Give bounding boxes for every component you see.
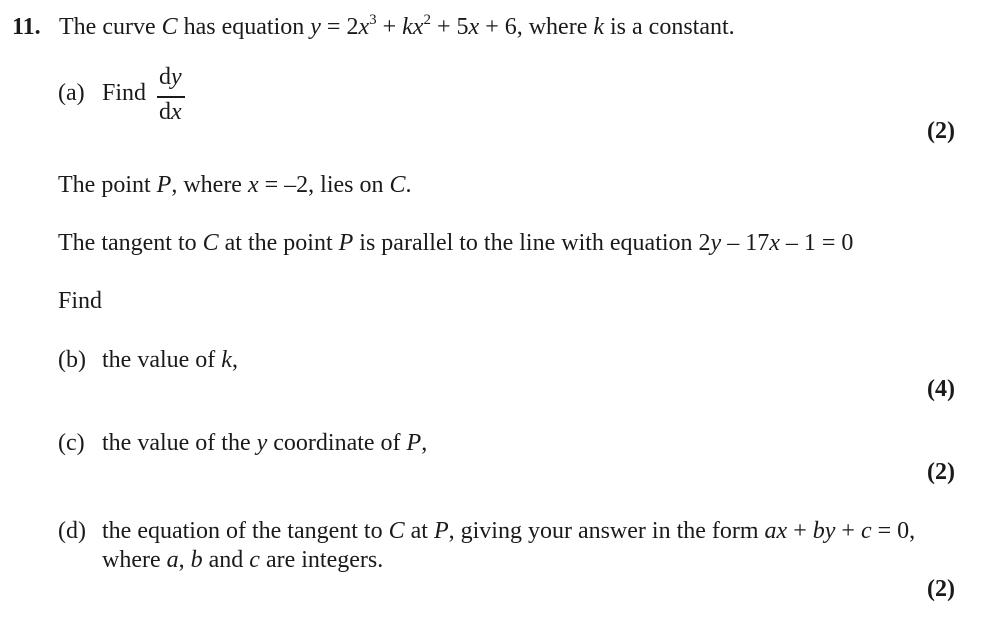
- stem-text: has equation: [177, 14, 311, 40]
- question-number: 11.: [12, 14, 41, 40]
- part-a-marks: (2): [927, 118, 955, 144]
- part-a-label: (a): [58, 80, 85, 106]
- part-d-text-line-2: where a, b and c are integers.: [102, 547, 384, 573]
- part-d-marks: (2): [927, 576, 955, 602]
- find-label: Find: [58, 288, 103, 314]
- var-x: x: [776, 518, 788, 544]
- var-P: P: [156, 172, 172, 198]
- stem-text: is a constant.: [604, 14, 735, 40]
- var-P: P: [338, 230, 354, 256]
- derivative-fraction: [157, 63, 185, 125]
- var-c: c: [249, 547, 260, 573]
- var-P: P: [433, 518, 449, 544]
- var-C: C: [388, 518, 405, 544]
- fraction-denominator: dx: [159, 99, 182, 125]
- var-C: C: [161, 14, 178, 40]
- part-b-label: (b): [58, 347, 86, 373]
- var-y: y: [824, 518, 836, 544]
- var-y: y: [710, 230, 722, 256]
- exponent: 3: [369, 12, 377, 28]
- var-b: b: [812, 518, 825, 544]
- var-k: k: [221, 347, 232, 373]
- part-d-text-line-1: the equation of the tangent to C at P, giving your answer in the form ax + by + c = 0,: [102, 518, 916, 544]
- var-C: C: [389, 172, 406, 198]
- stem-text: +: [376, 14, 403, 40]
- part-a-text: Find: [102, 80, 147, 106]
- stem-text: The curve: [59, 14, 162, 40]
- var-x: x: [769, 230, 780, 256]
- var-a: a: [764, 518, 777, 544]
- var-a: a: [166, 547, 179, 573]
- info-line-2: The tangent to C at the point P is parallel to the line with equation 2y – 17x – 1 = 0: [58, 230, 854, 256]
- var-y: y: [310, 14, 321, 40]
- part-b-text: the value of k,: [102, 347, 238, 373]
- stem-text: = 2: [320, 14, 359, 40]
- var-c: c: [860, 518, 872, 544]
- fraction-bar: [157, 96, 185, 98]
- question-stem: [59, 12, 735, 40]
- info-line-1: The point P, where x = –2, lies on C.: [58, 172, 412, 198]
- part-c-label: (c): [58, 430, 85, 456]
- part-c-text: the value of the y coordinate of P,: [102, 430, 428, 456]
- var-b: b: [190, 547, 203, 573]
- var-x: x: [412, 14, 424, 40]
- exponent: 2: [423, 12, 431, 28]
- stem-text: + 6, where: [479, 14, 594, 40]
- fraction-numerator: dy: [159, 64, 182, 90]
- part-c-marks: (2): [927, 459, 955, 485]
- var-k: k: [402, 14, 413, 40]
- part-b-marks: (4): [927, 376, 955, 402]
- var-C: C: [202, 230, 219, 256]
- var-x: x: [247, 172, 259, 198]
- var-k: k: [593, 14, 605, 40]
- part-d-label: (d): [58, 518, 86, 544]
- var-x: x: [358, 14, 370, 40]
- stem-text: + 5: [430, 14, 469, 40]
- var-P: P: [406, 430, 422, 456]
- var-x: x: [468, 14, 480, 40]
- var-y: y: [256, 430, 268, 456]
